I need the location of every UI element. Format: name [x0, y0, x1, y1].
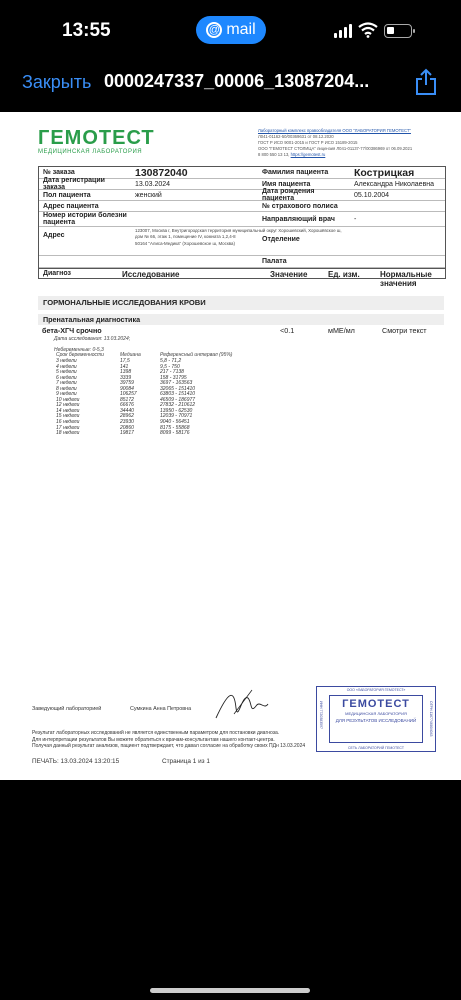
disclaimer: Результат лабораторных исследований не является единственным параметром для постановки диагноза. Для интерпретации результатов Вы можете обратиться к врачам-консультантам нашего контакт-центра. Получая данный результат анализов, пациент подтверждает, что давал согласие на обработку своих ПДн 13.03.2024	[32, 730, 306, 749]
reference-cell-median: 90084	[120, 385, 134, 392]
reference-cell-term: 16 недели	[56, 419, 80, 426]
reference-cell-median: 3339	[120, 374, 132, 381]
close-button[interactable]: Закрыть	[22, 72, 92, 92]
nonpregnant-reference: Небеременные: 0-5,3	[54, 347, 104, 353]
reference-cell-term: 6 недели	[56, 374, 77, 381]
head-lab-label: Заведующий лабораторией	[32, 706, 102, 712]
print-timestamp: ПЕЧАТЬ: 13.03.2024 13:20:15	[32, 758, 120, 765]
order-number: 130872040	[135, 166, 188, 179]
reference-cell-term: 12 недели	[56, 402, 80, 409]
reference-cell-term: 10 недели	[56, 396, 80, 403]
patient-surname: Кострицкая	[354, 166, 415, 179]
reference-cell-term: 9 недели	[56, 391, 77, 398]
reference-cell-median: 19817	[120, 430, 134, 437]
reference-table	[56, 358, 256, 436]
status-bar	[0, 0, 461, 60]
battery-icon	[384, 24, 412, 38]
reference-cell-median: 28962	[120, 413, 134, 420]
department-label: Отделение	[262, 236, 300, 243]
reference-cell-term: 14 недели	[56, 407, 80, 414]
page-number: Страница 1 из 1	[162, 758, 210, 765]
reference-cell-range: 9040 - 56451	[160, 419, 190, 426]
reference-cell-range: 5,8 - 71,2	[160, 358, 182, 364]
reference-cell-range: 9,5 - 750	[160, 363, 180, 370]
reference-cell-median: 23930	[120, 419, 134, 426]
reference-cell-range: 8175 - 55868	[160, 424, 190, 431]
reference-cell-range: 217 - 7138	[160, 369, 184, 376]
at-icon: @	[206, 22, 222, 38]
navigation-bar	[0, 60, 461, 104]
reference-cell-term: 7 недели	[56, 380, 77, 387]
mail-pill-label: mail	[226, 21, 256, 38]
reference-cell-range: 8099 - 58176	[160, 430, 190, 437]
share-icon[interactable]	[414, 68, 438, 96]
reference-cell-term: 8 недели	[56, 385, 77, 392]
document-page[interactable]: ГЕМОТЕСТ МЕДИЦИНСКАЯ ЛАБОРАТОРИЯ Лабораторный комплекс правообладателя ООО "ЛАБОРАТОРИЯ ГЕМОТЕСТ" Л041-01162-50/00369631 от 08.12.2020 ГОСТ Р ИСО 9001-2015 и ГОСТ Р ИСО 15189-2015 ООО "ГЕМОТЕСТ СТОЛИЦА" лицензия Л041-01137-77/00386969 от 06.09.2021 8 800 550 13 13, https://gemotest.ru № заказа 130872040 Фамилия пациента Кострицкая Дата регистрации заказа 13.03.2024 Имя пациента Александра Николаевна Пол пациента женский Дата рождения пациента 05.10.2004 Адрес пациента № страхового полиса Номер истории болезни пациента Направляющий врач - Адрес 123007, Москва г, Внутригородская территория муниципальный округ Хорошевский, Хорошёвское ш, дом № 66, этаж 1, помещение IV, комната 1,2,4-8 50164 "Алиса-Медика" (Хорошевское ш, Москва) Палата Диагноз Отделение Исследование Значение Ед. изм. Нормальные значения ГОРМОНАЛЬНЫЕ ИССЛЕДОВАНИЯ КРОВИ Пренатальная диагностика бета-ХГЧ срочно <0.1 мМЕ/мл Смотри текст Дата исследования: 13.03.2024; Небеременные: 0-5,3 Срок беременности Медиана Референсный интервал (95%) 3 недели 17,5 5,8 - 71,2 4 недели 141 9,5 - 750 5 недели 1398 217 - 7138 6 недели 3339 158 - 31795 7 недели 39759 3697 - 163563 8 недели 90084 32065 - 151410 9 недели 106257 63803 - 151410 10 недели 85172 46509 - 186977 12 недели 66676 27832 - 210612 14 недели 34440 13950 - 62530 15 недели 28962 12039 - 70971 16 недели 23930 9040 - 56451 17 недели 20860 8175 - 55868 18 недели 19817 8099 - 58176 Заведующий лабораторией Сумкина Анна Петровна Результат лабораторных исследований не является единственным параметром для постановки диагноза. Для интерпретации результатов Вы можете обратиться к врачам-консультантам нашего контакт-центра. Получая данный результат анализов, пациент подтверждает, что давал согласие на обработку своих ПДн 13.03.2024 ПЕЧАТЬ: 13.03.2024 13:20:15 Страница 1 из 1 ООО «ЛАБОРАТОРИЯ ГЕМОТЕСТ» ГЕМОТЕСТ МЕДИЦИНСКАЯ ЛАБОРАТОРИЯ ДЛЯ РЕЗУЛЬТАТОВ ИССЛЕДОВАНИЙ СЕТЬ ЛАБОРАТОРИЙ ГЕМОТЕСТ ИНН 7720383597 ОГРН 1167746804043	[0, 112, 461, 780]
back-to-mail-pill[interactable]	[196, 16, 266, 44]
reference-cell-term: 5 недели	[56, 369, 77, 376]
license-info: Лабораторный комплекс правообладателя ООО "ЛАБОРАТОРИЯ ГЕМОТЕСТ" Л041-01162-50/00369631 от 08.12.2020 ГОСТ Р ИСО 9001-2015 и ГОСТ Р ИСО 15189-2015 ООО "ГЕМОТЕСТ СТОЛИЦА" лицензия Л041-01137-77/00386969 от 06.09.2021 8 800 550 13 13, https://gemotest.ru	[258, 128, 413, 157]
reference-cell-range: 3697 - 163563	[160, 380, 193, 387]
signal-icon	[334, 24, 352, 38]
reference-cell-range: 27832 - 210612	[160, 402, 196, 409]
reference-cell-median: 20860	[120, 424, 134, 431]
status-time: 13:55	[62, 20, 111, 41]
website-link[interactable]: https://gemotest.ru	[290, 152, 326, 157]
reference-cell-term: 4 недели	[56, 363, 77, 370]
signature	[212, 688, 272, 724]
reference-cell-range: 32065 - 151410	[160, 385, 196, 392]
wifi-icon	[358, 22, 378, 38]
reference-cell-term: 18 недели	[56, 430, 80, 437]
reference-cell-range: 158 - 31795	[160, 374, 187, 381]
reference-cell-range: 12039 - 70971	[160, 413, 193, 420]
reference-cell-range: 46509 - 186977	[160, 396, 196, 403]
reference-cell-range: 63803 - 151410	[160, 391, 196, 398]
reference-cell-median: 66676	[120, 402, 134, 409]
document-title: 0000247337_00006_13087204...	[104, 71, 370, 91]
reference-cell-term: 15 недели	[56, 413, 80, 420]
head-lab-name: Сумкина Анна Петровна	[130, 706, 192, 712]
lab-stamp: ООО «ЛАБОРАТОРИЯ ГЕМОТЕСТ» ГЕМОТЕСТ МЕДИЦИНСКАЯ ЛАБОРАТОРИЯ ДЛЯ РЕЗУЛЬТАТОВ ИССЛЕДОВАНИЙ СЕТЬ ЛАБОРАТОРИЙ ГЕМОТЕСТ ИНН 7720383597 ОГРН 1167746804043	[316, 686, 436, 752]
reference-cell-term: 17 недели	[56, 424, 80, 431]
reference-row	[56, 430, 256, 436]
reference-cell-median: 141	[120, 363, 129, 370]
section-title: ГОРМОНАЛЬНЫЕ ИССЛЕДОВАНИЯ КРОВИ	[38, 296, 444, 310]
reference-cell-median: 17,5	[120, 358, 130, 364]
home-indicator[interactable]	[150, 988, 310, 993]
reference-cell-median: 1398	[120, 369, 132, 376]
reference-cell-median: 39759	[120, 380, 134, 387]
reference-cell-median: 34440	[120, 407, 134, 414]
result-date: Дата исследования: 13.03.2024;	[54, 336, 131, 342]
gemotest-logo: ГЕМОТЕСТ МЕДИЦИНСКАЯ ЛАБОРАТОРИЯ	[38, 127, 155, 155]
subsection-title: Пренатальная диагностика	[38, 314, 444, 325]
reference-cell-range: 13950 - 62530	[160, 407, 193, 414]
reference-cell-median: 106257	[120, 391, 137, 398]
reference-cell-median: 85172	[120, 396, 134, 403]
patient-info-table: № заказа 130872040 Фамилия пациента Кострицкая Дата регистрации заказа 13.03.2024 Имя пациента Александра Николаевна Пол пациента женский Дата рождения пациента 05.10.2004 Адрес пациента № страхового полиса Номер истории болезни пациента Направляющий врач - Адрес 123007, Москва г, Внутригородская территория муниципальный округ Хорошевский, Хорошёвское ш, дом № 66, этаж 1, помещение IV, комната 1,2,4-8 50164 "Алиса-Медика" (Хорошевское ш, Москва) Палата Диагноз	[38, 166, 446, 279]
reference-cell-term: 3 недели	[56, 358, 77, 364]
